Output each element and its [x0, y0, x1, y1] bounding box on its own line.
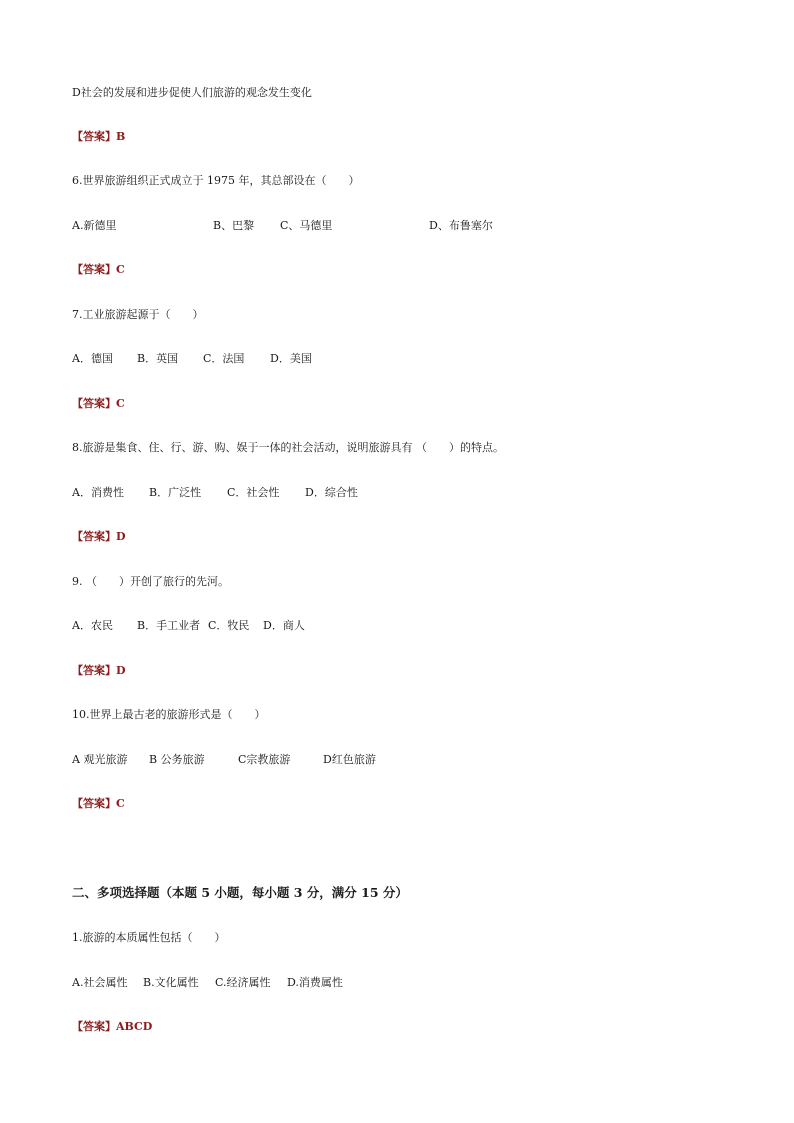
m1-answer: 【答案】ABCD [72, 1020, 153, 1033]
q8-option-d: D．综合性 [305, 486, 358, 499]
q6-option-d: D、布鲁塞尔 [429, 219, 493, 232]
q8-option-a: A．消费性 [72, 486, 124, 499]
q7-option-b: B．英国 [137, 352, 179, 365]
section-heading: 二、多项选择题（本题 5 小题，每小题 3 分，满分 15 分） [72, 885, 408, 900]
m1-option-d: D.消费属性 [287, 976, 343, 989]
q9-question: 9. （ ）开创了旅行的先河。 [72, 575, 229, 588]
q10-option-a: A 观光旅游 [72, 753, 128, 766]
q6-answer: 【答案】C [72, 263, 125, 276]
m1-option-c: C.经济属性 [215, 976, 271, 989]
q9-answer: 【答案】D [72, 664, 126, 677]
q10-answer: 【答案】C [72, 797, 125, 810]
q6-option-b: B、巴黎 [213, 219, 255, 232]
q7-option-d: D．美国 [270, 352, 312, 365]
q9-option-d: D．商人 [263, 619, 305, 632]
q7-question: 7.工业旅游起源于（ ） [72, 308, 204, 321]
q8-option-c: C．社会性 [227, 486, 280, 499]
q10-option-d: D红色旅游 [323, 753, 376, 766]
q7-answer: 【答案】C [72, 397, 125, 410]
q9-option-a: A．农民 [72, 619, 113, 632]
q6-question: 6.世界旅游组织正式成立于 1975 年，其总部设在（ ） [72, 174, 360, 187]
m1-question: 1.旅游的本质属性包括（ ） [72, 931, 226, 944]
q6-option-a: A.新德里 [72, 219, 117, 232]
q10-option-c: C宗教旅游 [238, 753, 291, 766]
q8-option-b: B．广泛性 [149, 486, 202, 499]
q10-option-b: B 公务旅游 [149, 753, 205, 766]
q9-option-b: B．手工业者 [137, 619, 201, 632]
q5-answer: 【答案】B [72, 130, 126, 143]
q10-question: 10.世界上最古老的旅游形式是（ ） [72, 708, 266, 721]
m1-option-b: B.文化属性 [143, 976, 199, 989]
q7-option-c: C．法国 [203, 352, 245, 365]
q8-answer: 【答案】D [72, 530, 126, 543]
q8-question: 8.旅游是集食、住、行、游、购、娱于一体的社会活动，说明旅游具有 （ ）的特点。 [72, 441, 504, 454]
m1-option-a: A.社会属性 [72, 976, 128, 989]
q6-option-c: C、马德里 [280, 219, 333, 232]
q7-option-a: A．德国 [72, 352, 113, 365]
q5-option-d: D社会的发展和进步促使人们旅游的观念发生变化 [72, 86, 312, 99]
q9-option-c: C．牧民 [208, 619, 250, 632]
